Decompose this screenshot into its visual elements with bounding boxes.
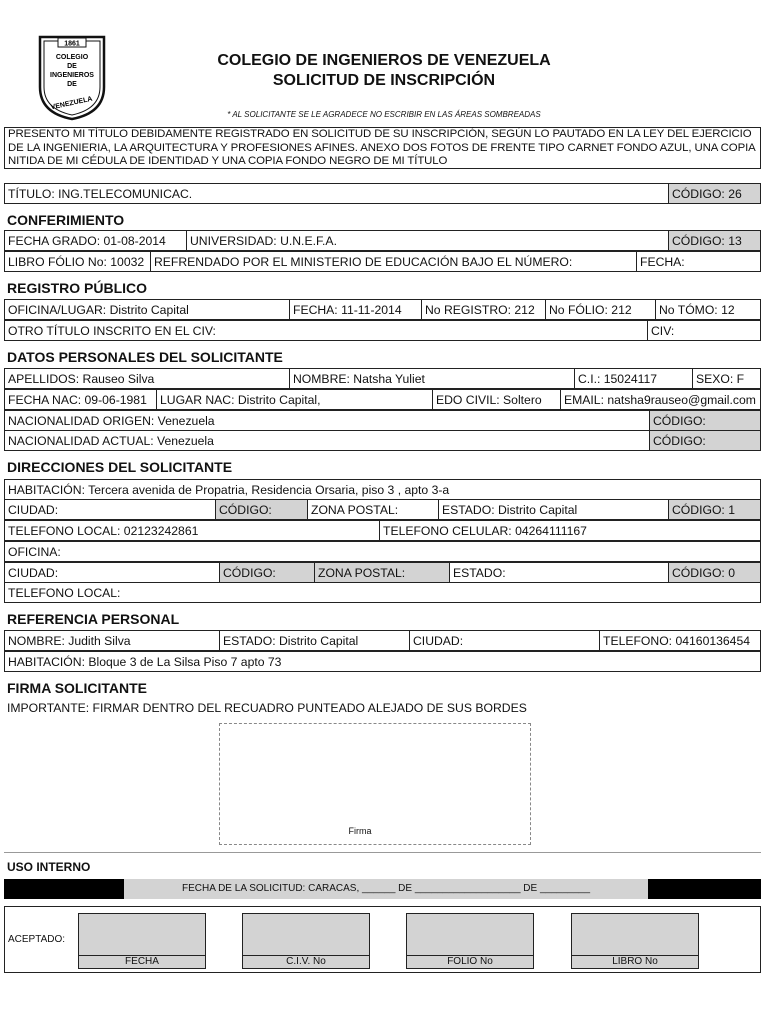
nacionalidad-origen-codigo: CÓDIGO: [650, 411, 760, 430]
oficina-ciudad-field[interactable]: CIUDAD: [5, 563, 220, 582]
svg-text:VENEZUELA: VENEZUELA [50, 95, 94, 112]
referencia-heading: REFERENCIA PERSONAL [7, 611, 180, 627]
otro-titulo-field[interactable]: OTRO TÍTULO INSCRITO EN EL CIV: [5, 321, 648, 340]
ciudad-codigo: CÓDIGO: [216, 500, 308, 519]
intro-statement: PRESENTO MI TÍTULO DEBIDAMENTE REGISTRADO EN SOLICITUD DE SU INSCRIPCIÓN, SEGÚN LO PAUTADO EN LA LEY DEL EJERCICIO DE LA INGENIERIA, LA ARQUITECTURA Y PROFESIONES AFINES. ANEXO DOS FOTOS DE FRENTE TIPO CARNET FONDO AZUL, UNA COPIA NITIDA DE MI CÉDULA DE IDENTIDAD Y UNA COPIA FONDO NEGRO DE MI TÍTULO [4, 127, 761, 169]
fecha-grado-field[interactable]: FECHA GRADO: 01-08-2014 [5, 231, 187, 250]
datos-row-1 [4, 368, 761, 389]
lugar-nac-field[interactable]: LUGAR NAC: Distrito Capital, [157, 390, 433, 409]
datos-row-4 [4, 430, 761, 451]
oficina-estado-field[interactable]: ESTADO: [450, 563, 669, 582]
svg-text:DE: DE [67, 63, 77, 70]
refrendado-field[interactable]: REFRENDADO POR EL MINISTERIO DE EDUCACIÓN BAJO EL NÚMERO: [151, 252, 637, 271]
conferimiento-row-1 [4, 230, 761, 251]
libro-no-stamp-label: LIBRO No [572, 955, 698, 968]
colegio-seal-logo [36, 35, 108, 121]
libro-folio-field[interactable]: LIBRO FÓLIO No: 10032 [5, 252, 151, 271]
direcciones-row-1 [4, 479, 761, 500]
fecha-nac-field[interactable]: FECHA NAC: 09-06-1981 [5, 390, 157, 409]
no-folio-field[interactable]: No FÓLIO: 212 [546, 300, 656, 319]
conferimiento-row-2 [4, 251, 761, 272]
nacionalidad-actual-codigo: CÓDIGO: [650, 431, 760, 450]
referencia-estado-field[interactable]: ESTADO: Distrito Capital [220, 631, 410, 650]
svg-text:INGENIEROS: INGENIEROS [50, 72, 94, 79]
referencia-ciudad-field[interactable]: CIUDAD: [410, 631, 600, 650]
nacionalidad-actual-field[interactable]: NACIONALIDAD ACTUAL: Venezuela [5, 431, 650, 450]
aceptado-panel [4, 906, 761, 973]
titulo-codigo: CÓDIGO: 26 [669, 184, 760, 203]
page-title: COLEGIO DE INGENIEROS DE VENEZUELA [217, 52, 551, 69]
referencia-row-2 [4, 651, 761, 672]
titulo-field[interactable]: TÍTULO: ING.TELECOMUNICAC. [5, 184, 669, 203]
folio-no-stamp-label: FOLIO No [407, 955, 533, 968]
direcciones-row-3 [4, 520, 761, 541]
oficina-lugar-field[interactable]: OFICINA/LUGAR: Distrito Capital [5, 300, 290, 319]
oficina-field[interactable]: OFICINA: [8, 545, 61, 559]
oficina-estado-codigo: CÓDIGO: 0 [669, 563, 760, 582]
svg-text:COLEGIO: COLEGIO [55, 54, 89, 61]
universidad-field[interactable]: UNIVERSIDAD: U.N.E.F.A. [187, 231, 669, 250]
oficina-zona-postal-field: ZONA POSTAL: [315, 563, 450, 582]
nacionalidad-origen-field[interactable]: NACIONALIDAD ORIGEN: Venezuela [5, 411, 650, 430]
apellidos-field[interactable]: APELLIDOS: Rauseo Silva [5, 369, 290, 388]
zona-postal-field[interactable]: ZONA POSTAL: [308, 500, 439, 519]
oficina-ciudad-codigo: CÓDIGO: [220, 563, 315, 582]
direcciones-row-2 [4, 499, 761, 520]
registro-row-2 [4, 320, 761, 341]
conferimiento-heading: CONFERIMIENTO [7, 212, 125, 228]
firma-heading: FIRMA SOLICITANTE [7, 680, 147, 696]
folio-no-stamp-box [406, 913, 534, 969]
telefono-local-field[interactable]: TELEFONO LOCAL: 02123242861 [5, 521, 380, 540]
fecha-stamp-label: FECHA [79, 955, 205, 968]
universidad-codigo: CÓDIGO: 13 [669, 231, 760, 250]
direcciones-row-6 [4, 582, 761, 603]
nombre-field[interactable]: NOMBRE: Natsha Yuliet [290, 369, 575, 388]
habitacion-field[interactable]: HABITACIÓN: Tercera avenida de Propatria, Residencia Orsaria, piso 3 , apto 3-a [8, 483, 450, 497]
no-registro-field[interactable]: No REGISTRO: 212 [422, 300, 546, 319]
divider [4, 852, 761, 853]
firma-instruction: IMPORTANTE: FIRMAR DENTRO DEL RECUADRO PUNTEADO ALEJADO DE SUS BORDES [7, 701, 527, 715]
referencia-row-1 [4, 630, 761, 651]
datos-row-2 [4, 389, 761, 410]
fecha-stamp-box [78, 913, 206, 969]
no-tomo-field[interactable]: No TÓMO: 12 [659, 303, 735, 317]
shaded-areas-note: * AL SOLICITANTE SE LE AGRADECE NO ESCRIBIR EN LAS ÁREAS SOMBREADAS [227, 110, 541, 119]
ciudad-field[interactable]: CIUDAD: [5, 500, 216, 519]
titulo-row [4, 183, 761, 204]
registro-row-1 [4, 299, 761, 320]
civ-field[interactable]: CIV: [651, 324, 675, 338]
signature-label: Firma [348, 826, 372, 836]
registro-heading: REGISTRO PÚBLICO [7, 280, 148, 296]
estado-codigo: CÓDIGO: 1 [669, 500, 760, 519]
datos-heading: DATOS PERSONALES DEL SOLICITANTE [7, 349, 283, 365]
referencia-telefono-field[interactable]: TELEFONO: 04160136454 [603, 634, 751, 648]
datos-row-3 [4, 410, 761, 431]
civ-no-stamp-label: C.I.V. No [243, 955, 369, 968]
uso-interno-heading: USO INTERNO [7, 860, 91, 874]
email-field[interactable]: EMAIL: natsha9rauseo@gmail.com [564, 393, 756, 407]
edo-civil-field[interactable]: EDO CIVIL: Soltero [433, 390, 561, 409]
referencia-nombre-field[interactable]: NOMBRE: Judith Silva [5, 631, 220, 650]
estado-field[interactable]: ESTADO: Distrito Capital [439, 500, 669, 519]
direcciones-heading: DIRECCIONES DEL SOLICITANTE [7, 459, 233, 475]
sexo-field[interactable]: SEXO: F [696, 372, 745, 386]
page-subtitle: SOLICITUD DE INSCRIPCIÓN [272, 72, 496, 89]
civ-no-stamp-box [242, 913, 370, 969]
fecha-solicitud-line: FECHA DE LA SOLICITUD: CARACAS, ______ DE ___________________ DE _________ [124, 879, 648, 899]
oficina-telefono-local-field[interactable]: TELEFONO LOCAL: [8, 586, 121, 600]
registro-fecha-field[interactable]: FECHA: 11-11-2014 [290, 300, 422, 319]
aceptado-label: ACEPTADO: [8, 934, 66, 945]
svg-text:DE: DE [67, 81, 77, 88]
referencia-habitacion-field[interactable]: HABITACIÓN: Bloque 3 de La Silsa Piso 7 apto 73 [8, 655, 282, 669]
direcciones-row-5 [4, 562, 761, 583]
logo-year: 1861 [64, 40, 80, 48]
libro-no-stamp-box [571, 913, 699, 969]
ci-field[interactable]: C.I.: 15024117 [575, 369, 693, 388]
direcciones-row-4 [4, 541, 761, 562]
refrendado-fecha-field[interactable]: FECHA: [640, 255, 685, 269]
telefono-celular-field[interactable]: TELEFONO CELULAR: 04264111167 [383, 524, 587, 538]
